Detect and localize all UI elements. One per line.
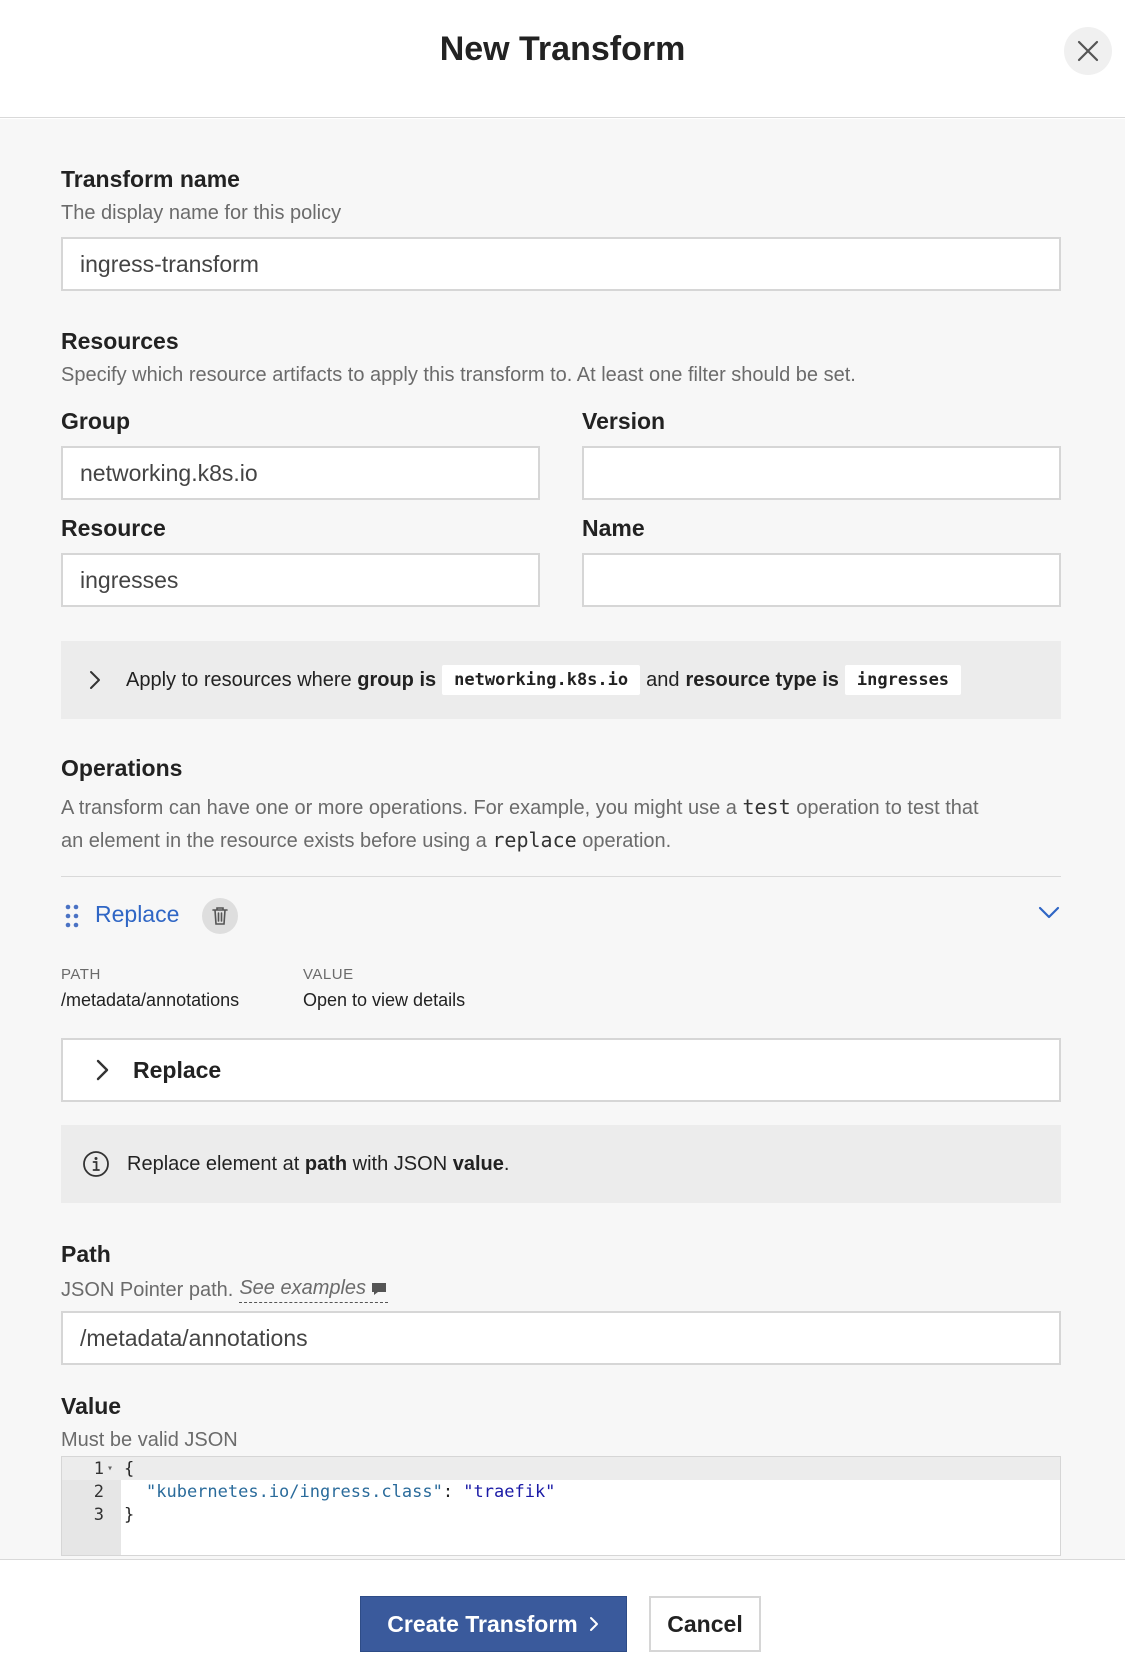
chevron-right-icon [87,669,103,691]
info-path: path [304,1152,348,1175]
fold-arrow-icon[interactable]: ▾ [107,1463,114,1474]
operation-value-caption: VALUE [303,966,354,983]
create-transform-label: Create Transform [387,1610,578,1637]
code-text: { [124,1458,135,1479]
code-text: } [124,1504,135,1525]
chevron-right-icon [93,1058,111,1082]
operation-path-value: /metadata/annotations [61,990,240,1010]
resource-input[interactable] [61,553,540,607]
editor-line-3 [62,1503,1060,1526]
delete-operation-button[interactable] [202,898,238,934]
operation-divider [61,876,1061,877]
group-label: Group [61,408,130,434]
path-input[interactable] [61,1311,1061,1365]
see-examples-link[interactable] [239,1277,388,1303]
operations-help-text-1: A transform can have one or more operations. For example, you might use a [61,797,737,819]
line-number: 3 [93,1504,104,1525]
trash-icon [211,906,229,926]
summary-group-is: group is [357,668,437,691]
operation-type-select[interactable] [61,1038,1061,1102]
operations-help-text-2: operation to test that [796,797,979,819]
line-number: 2 [93,1481,104,1502]
operations-help-text-3: an element in the resource exists before using a [61,830,487,852]
operation-info-callout [61,1125,1061,1203]
see-examples-text: See examples [239,1277,367,1299]
info-value: value [452,1152,504,1175]
operation-type-label: Replace [133,1056,222,1083]
transform-name-value: ingress-transform [80,250,259,277]
name-label: Name [582,515,645,541]
group-value: networking.k8s.io [80,459,258,486]
json-value-editor[interactable] [61,1456,1061,1556]
drag-handle-icon[interactable] [65,904,79,928]
dialog-body[interactable] [0,119,1125,1559]
chevron-down-icon[interactable] [1037,905,1061,921]
version-input[interactable] [582,446,1061,500]
path-help-prefix: JSON Pointer path. [61,1278,234,1301]
group-input[interactable] [61,446,540,500]
json-val: "traefik" [463,1481,556,1502]
summary-prefix: Apply to resources where [126,668,358,691]
close-button[interactable] [1064,27,1112,75]
resources-label: Resources [61,328,179,354]
transform-name-label: Transform name [61,166,240,192]
summary-resource-chip: ingresses [845,665,961,695]
resources-help: Specify which resource artifacts to apply this transform to. At least one filter should be set. [61,364,856,386]
info-icon [82,1150,110,1178]
resource-label: Resource [61,515,166,541]
value-label: Value [61,1393,122,1419]
operations-label: Operations [61,755,183,781]
summary-group-chip: networking.k8s.io [442,665,640,695]
code-text [146,1482,555,1502]
chevron-right-icon [588,1615,600,1633]
path-help [61,1277,388,1303]
cancel-button[interactable] [649,1596,761,1652]
operation-title-link[interactable]: Replace [95,901,180,927]
info-mid: with JSON [352,1152,448,1175]
resource-value: ingresses [80,566,179,593]
operations-help-text-4: operation. [582,830,672,852]
summary-and: and [646,668,680,691]
editor-line-2 [62,1480,1060,1503]
dialog-header [0,0,1125,118]
version-label: Version [582,408,666,434]
value-help: Must be valid JSON [61,1429,238,1451]
path-label: Path [61,1241,111,1267]
transform-name-help: The display name for this policy [61,202,342,224]
summary-resource-type-is: resource type is [685,668,839,691]
close-icon [1075,38,1101,64]
json-sep: : [442,1481,464,1502]
name-input[interactable] [582,553,1061,607]
operations-help-code-replace: replace [492,828,577,852]
operation-value-value: Open to view details [303,990,466,1010]
line-number: 1 [93,1458,104,1479]
editor-line-1 [62,1457,1060,1480]
transform-name-input[interactable] [61,237,1061,291]
info-end: . [503,1152,510,1175]
operation-path-caption: PATH [61,966,101,983]
dialog-title: New Transform [439,30,686,68]
info-prefix: Replace element at [127,1152,300,1175]
operations-help-code-test: test [742,795,791,819]
cancel-label: Cancel [667,1610,743,1637]
comment-icon [370,1281,388,1297]
create-transform-button[interactable] [360,1596,627,1652]
json-key: "kubernetes.io/ingress.class" [146,1481,443,1502]
resource-filter-summary[interactable] [61,641,1061,719]
dialog-footer [0,1559,1125,1656]
operations-help [61,791,1061,857]
path-value: /metadata/annotations [80,1324,308,1351]
